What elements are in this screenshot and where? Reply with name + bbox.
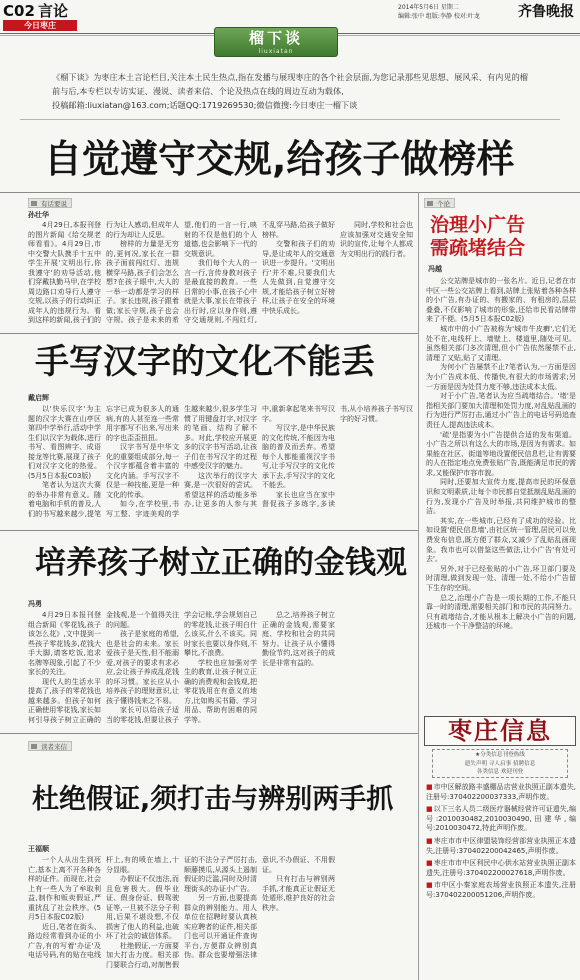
intro-rule [20, 119, 560, 120]
paragraph: 以'快乐汉字'为主题的汉字大赛在山亭区第四中学举行,活动中学生们以汉字为载体,进行书写、看图辨字、成语接龙等比赛,展现了孩子们对汉字文化的热爱。(5月5日本报C03版) [28, 405, 101, 480]
sidebar-tag-label: 个论 [437, 200, 450, 208]
tag-marker-icon [31, 201, 37, 206]
paragraph: 只有打击与辨别两手抓,才能真正让假证无处遁形,维护良好的社会秩序。 [262, 875, 335, 912]
article-4-body [28, 856, 413, 970]
column-banner-title: 榴下谈 [248, 29, 303, 47]
sidebar-headline-line: 需疏堵结合 [430, 237, 526, 259]
sidebar-body [426, 277, 576, 709]
article-2-body [28, 405, 413, 519]
paragraph: 总之,治理小广告是一项长期的工作,不能只靠一时的清理,需要相关部门和市民的共同努力。只有疏堵结合,才能从根本上解决小广告的问题,还城市一个干净整洁的环境。 [426, 593, 576, 631]
paragraph: 城市中的小广告被称为'城市牛皮癣',它们无处不在,电线杆上、墙壁上、楼道里,随处可见。虽然相关部门多次清理,但小广告依然屡禁不止,清理了又贴,贴了又清理。 [426, 324, 576, 362]
paragraph: 同时,学校和社会也应该加强对交通安全知识的宣传,让每个人都成为文明出行的践行者。 [340, 221, 413, 258]
article-4-tag [28, 741, 72, 751]
notice-text: 以下三名人员二级医疗器械经营许可证遗失,编号:2010030482,2010030490,田建华,编号:2010030472,特此声明作废。 [426, 805, 576, 833]
article-2-headline: 手写汉字的文化不能丢 [35, 342, 375, 382]
article-2-author: 戴启辉 [28, 394, 49, 402]
paragraph: '疏'是指要为小广告提供合适的发布渠道。小广告之所以有这么大的市场,是因为有需求。如果能在社区、街道等地设置便民信息栏,让有需要的人在指定地点免费张贴广告,既能满足市民的需求,又能保护市容市貌。 [426, 430, 576, 477]
square-bullet-icon: ■ [426, 836, 433, 845]
square-bullet-icon: ■ [426, 881, 433, 890]
square-bullet-icon: ■ [426, 859, 433, 868]
article-rule [0, 530, 418, 531]
paragraph: 汉字书写是中华文化的重要组成部分,每一个汉字都蕴含着丰富的文化内涵。手写汉字不仅是一种技能,更是一种文化的传承。 [106, 443, 179, 499]
paragraph: 交警和孩子们的劝导,是让成年人的交通意识进一步提升。'文明出行'并不难,只要我们大人先做到,自觉遵守交规,才能给孩子树立好榜样,让孩子在安全的环境中快乐成长。 [262, 240, 335, 315]
article-3-body [28, 611, 413, 725]
info-box-sub-line: ★分类信息刊登热线 [475, 752, 525, 758]
list-item [426, 881, 576, 900]
sidebar-headline-line: 治理小广告 [430, 214, 526, 236]
article-rule [0, 733, 418, 734]
sidebar-divider [418, 192, 419, 980]
info-box-sub-line: 遗失声明 寻人启事 招聘信息 [464, 760, 536, 767]
article-1-author: 孙壮华 [28, 211, 49, 219]
column-banner [214, 27, 338, 57]
paragraph: 一个人从出生到死亡,基本上离不开各种各样的证件。而现在,社会上有一些人为了牟取利益,制作和贩卖假证,严重扰乱了社会秩序。(5月5日本报C02版) [28, 856, 101, 921]
article-1-tag-label: 有话要说 [41, 200, 67, 208]
list-item [426, 859, 576, 878]
info-box-subtitle [432, 749, 568, 778]
issue-date: 2014年5月6日 星期二 [398, 4, 459, 11]
notice-list [426, 783, 576, 975]
square-bullet-icon: ■ [426, 805, 433, 814]
notice-text: 市中区小秦家庭农场营业执照正本遗失,注册号:370402200051206,声明作废。 [426, 881, 576, 899]
paragraph: 我们每个大人的一言一行,言传身教对孩子是最直接的教育。一些日常的小事,在孩子心中就是大事,家长在带孩子出行时,应以身作则,遵守交通规则,不闯红灯,不乱穿马路,给孩子做好榜样。 [184, 221, 335, 324]
paragraph: 4月29日本报刊登组合新闻《零花钱,孩子该怎么花》,文中提到一些孩子零花钱多,花钱大手大脚,请客吃饭,追求名牌等现象,引起了不少家长的关注。 [28, 611, 101, 676]
column-banner-pinyin: liuxiatan [258, 48, 294, 55]
info-box-sub-line: 各类信息 欢迎刊登 [476, 769, 524, 776]
paragraph: 这次举行的汉字大赛,是一次很好的尝试。希望这样的活动能多举办,让更多的人参与其中,重新拿起笔来书写汉字。 [184, 405, 335, 508]
column-intro [52, 70, 528, 112]
paragraph: 对于小广告,笔者认为应当疏堵结合。'堵'是指相关部门要加大清理和处罚力度,对乱贴乱画的行为进行严厉打击,通过小广告上的电话号码追查责任人,提高违法成本。 [426, 392, 576, 429]
column-intro-text: 《榴下谈》为枣庄本土言论栏目,关注本土民生热点,指在发播与展现枣庄的各个社会层面,为您记录那些见思想、展风采、有内见的榴前与后,本专栏以专访实证、漫说、读者来信、个论及热点在线的周边互动为载体, [52, 72, 528, 96]
paragraph: 笔者认为这次大赛的举办非常有意义。随着电脑和手机的普及,人们的书写越来越少,提笔忘字已成为很多人的通病,有的人甚至连一些常用字都写不出来,写出来的字也歪歪扭扭。 [28, 405, 179, 518]
sidebar-author: 冯越 [428, 265, 442, 273]
paragraph: 另外,对于已经张贴的小广告,环卫部门要及时清理,做到发现一处、清理一处,不给小广告留下生存的空间。 [426, 564, 576, 592]
staff-credits: 编辑:张中 组版:李静 校对:叶龙 [398, 13, 480, 20]
paragraph: 公交站牌是城市的一张名片。近日,记者在市中区一些公交站牌上看到,站牌上张贴着各种各样的小广告,有办证的、有搬家的、有租房的,层层叠叠,不仅影响了城市的形象,还给市民看站牌带来了不便。(5月5日本报C02版) [426, 277, 576, 324]
section-rule-top [0, 192, 580, 193]
paragraph: 如今,在学校里,书写工整、字迹美观的学生越来越少,很多学生习惯了用键盘打字,对汉字的笔画、结构了解不多。对此,学校应开展更多的汉字书写活动,让孩子们在书写汉字的过程中感受汉字的魅力。 [106, 405, 257, 518]
paragraph: 写汉字,是中华民族的文化传统,不能因为电脑的普及而丢弃。希望每个人都能重视汉字书写,让手写汉字的文化传承下去,手写汉字的文化不能丢。 [262, 424, 335, 489]
tag-marker-icon [427, 201, 433, 206]
edition-label: 今日枣庄 [3, 20, 77, 31]
article-1-tag [28, 198, 72, 208]
square-bullet-icon: ■ [426, 783, 433, 791]
paragraph: 4月29日,本报刊登的图片新闻《给交规老师看看》。4月29日,市中交警大队携手十五中学生开展'文明出行,你我遵守'的劝导活动,他们穿戴执勤马甲,在学校周边路口劝导行人遵守交规,以孩子的行动纠正成年人的违规行为。看到这样的新闻,孩子们的行为让人感动,但成年人的行为却让人反思。 [28, 221, 179, 324]
paragraph: 其实,在一些城市,已经有了成功的经验。比如设置'便民信息墙',由社区统一管理,居民可以免费发布信息,既方便了群众,又减少了乱贴乱画现象。我市也可以借鉴这些做法,让小广告'有处可去'。 [426, 516, 576, 564]
column-intro-contact: 投稿邮箱:liuxiatan@163.com;话题QQ:1719269530;微信微搜:今日枣庄一榴下谈 [52, 100, 358, 110]
article-rule [0, 333, 418, 334]
article-3-author: 冯勇 [28, 600, 42, 608]
list-item [426, 837, 576, 856]
newspaper-logo: 齐鲁晚报 [518, 4, 574, 20]
notice-text: 枣庄市市中区律盟装饰经营部营业执照正本遗失,注册号:370402200042465,声明作废。 [426, 836, 576, 855]
notice-text: 枣庄市市中区利民中心供水站营业执照正副本遗失,注册号:370402200027618,声明作废。 [426, 859, 576, 877]
paragraph: 同时,还要加大宣传力度,提高市民的环保意识和文明素质,让每个市民都自觉抵制乱贴乱画的行为,发现小广告及时举报,共同维护城市的整洁。 [426, 478, 576, 516]
section-title: 言论 [38, 2, 69, 20]
sidebar-headline [430, 214, 525, 260]
paragraph: 另一方面,也要提高群众的辨别能力。用人单位在招聘时要认真核实应聘者的证件,相关部门也可以开通证件查询平台,方便群众辨别真伪。群众也要增强法律意识,不办假证、不用假证。 [184, 856, 335, 959]
paragraph: 办假证不仅违法,而且危害极大。假毕业证、假身份证、假驾驶证等,一旦被不法分子利用,后果不堪设想,不仅损害了他人的利益,也破坏了社会的诚信体系。 [106, 875, 179, 940]
paragraph: 杜绝假证,一方面要加大打击力度。相关部门要联合行动,对制售假证的不法分子严厉打击,顺藤摸瓜,从源头上遏制假证的泛滥,同时及时清理街头的办证小广告。 [106, 856, 257, 969]
paragraph: 学校也应加强对学生的教育,让孩子树立正确的消费观和金钱观,把零花钱用在有意义的地方,比如购买书籍、学习用品、帮助有困难的同学等。 [184, 658, 257, 724]
tag-marker-icon [31, 744, 37, 749]
paragraph: 孩子是家庭的希望,也是社会的未来。家长爱孩子是天性,但不能溺爱,对孩子的要求有求必应,会让孩子养成乱花钱的坏习惯。家长应从小培养孩子的理财意识,让孩子懂得钱来之不易。 [106, 630, 179, 705]
notice-text: 市中区解放路丰盛棚品店营业执照正副本遗失,注册号:370402200037333,声明作废。 [426, 783, 576, 801]
info-box-title: 枣庄信息 [424, 716, 576, 746]
paragraph: 总之,培养孩子树立正确的金钱观,需要家庭、学校和社会的共同努力。让孩子从小懂得勤俭节约,这对孩子的成长是非常有益的。 [262, 611, 335, 667]
article-4-author: 王福顺 [28, 845, 49, 853]
article-3-headline: 培养孩子树立正确的金钱观 [35, 545, 407, 581]
paragraph: 榜样的力量是无穷的,更何况,家长在一群孩子面前闯红灯、违规横穿马路,孩子们会怎么想?在孩子眼中,大人的一举一动都是学习的样子。家长违规,孩子跟着做;家长守规,孩子也会守规。孩子是未来的希望,他们的一言一行,映射的不仅是他们的个人道德,也会影响下一代的交规意识。 [106, 221, 257, 324]
paragraph: 为何小广告屡禁不止?笔者认为,一方面是因为小广告成本低、传播快,有很大的市场需求;另一方面是因为处罚力度不够,违法成本太低。 [426, 363, 576, 391]
list-item [426, 805, 576, 834]
list-item [426, 783, 576, 802]
paragraph: 家长可以给孩子适当的零花钱,但要让孩子学会记账,学会规划自己的零花钱,让孩子明白什么该买,什么不该买。同时家长也要以身作则,不攀比,不浪费。 [106, 611, 257, 724]
paragraph: 现代人的生活水平提高了,孩子的零花钱也越来越多。但孩子如何正确使用零花钱,家长如何引导孩子树立正确的金钱观,是一个值得关注的问题。 [28, 611, 179, 724]
page-number: C02 [3, 2, 35, 20]
paragraph: 近日,笔者在街头、路边经常看到办证的小广告,有的写着'办证'及电话号码,有的贴在电线杆上,有的喷在墙上,十分显眼。 [28, 856, 179, 959]
article-1-body [28, 221, 413, 326]
paragraph: 家长也应当在家中督促孩子多练字,多读书,从小培养孩子书写汉字的好习惯。 [262, 405, 413, 508]
article-4-headline: 杜绝假证,须打击与辨别两手抓 [32, 784, 394, 815]
sidebar-tag [424, 198, 455, 208]
article-1-headline: 自觉遵守交规,给孩子做榜样 [44, 137, 515, 181]
article-4-tag-label: 读者来信 [41, 743, 67, 751]
